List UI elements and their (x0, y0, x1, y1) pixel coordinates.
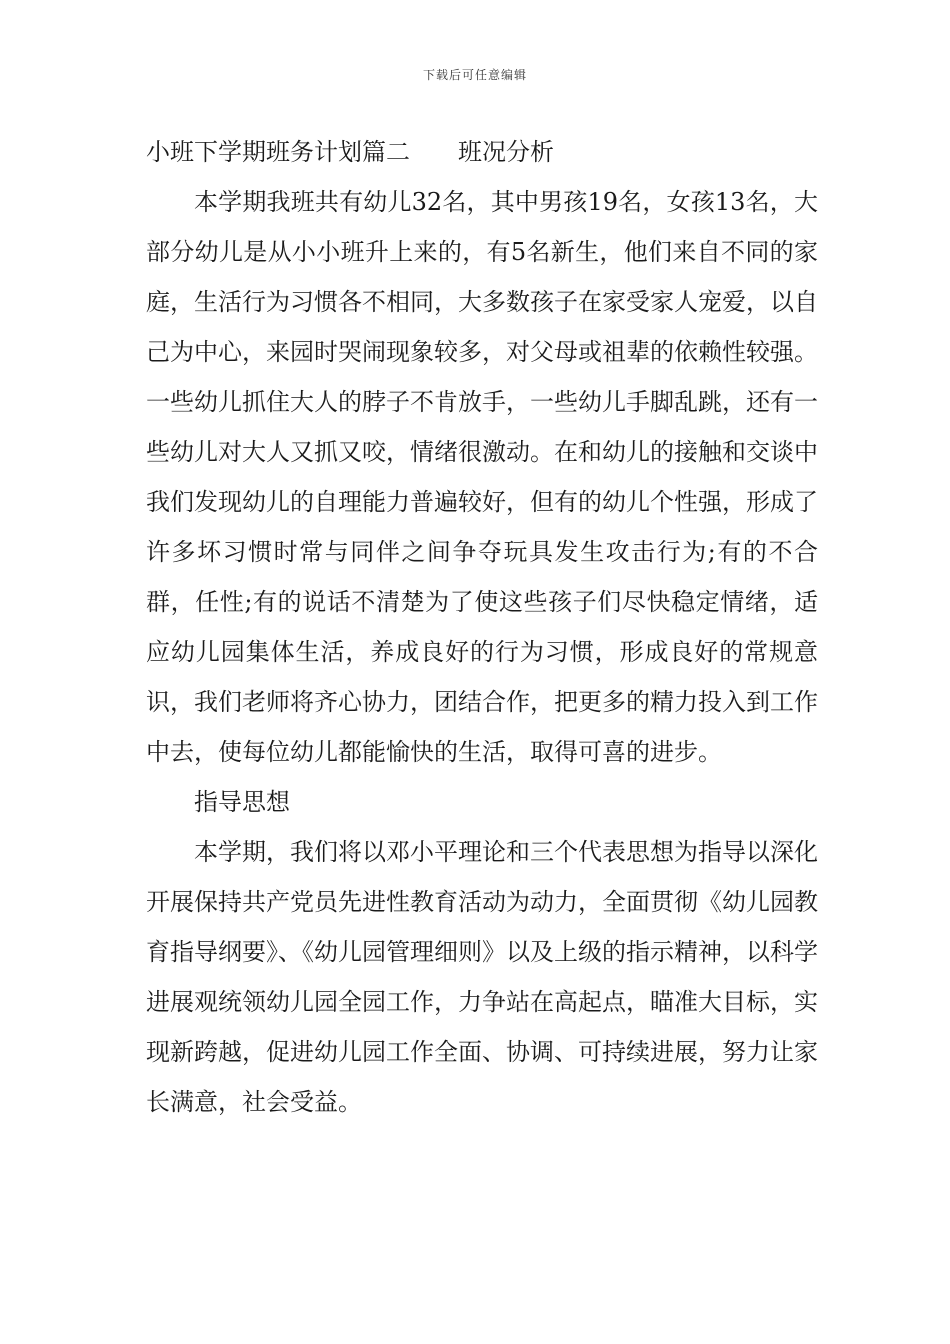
section-heading-class-analysis: 班况分析 (458, 138, 554, 166)
paragraph-guiding-thought: 本学期，我们将以邓小平理论和三个代表思想为指导以深化开展保持共产党员先进性教育活动为动力，全面贯彻《幼儿园教育指导纲要》、《幼儿园管理细则》以及上级的指示精神，以科学进展观统领幼儿园全园工作，力争站在高起点，瞄准大目标，实现新跨越，促进幼儿园工作全面、协调、可持续进展，努力让家长满意，社会受益。 (146, 838, 818, 1116)
document-title-main: 小班下学期班务计划篇二 (146, 138, 410, 166)
paragraph-class-analysis: 本学期我班共有幼儿32名，其中男孩19名，女孩13名，大部分幼儿是从小小班升上来的，有5名新生，他们来自不同的家庭，生活行为习惯各不相同，大多数孩子在家受家人宠爱，以自己为中心，来园时哭闹现象较多，对父母或祖辈的依赖性较强。一些幼儿抓住大人的脖子不肯放手，一些幼儿手脚乱跳，还有一些幼儿对大人又抓又咬，情绪很激动。在和幼儿的接触和交谈中我们发现幼儿的自理能力普遍较好，但有的幼儿个性强，形成了许多坏习惯时常与同伴之间争夺玩具发生攻击行为;有的不合群，任性;有的说话不清楚为了使这些孩子们尽快稳定情绪，适应幼儿园集体生活，养成良好的行为习惯，形成良好的常规意识，我们老师将齐心协力，团结合作，把更多的精力投入到工作中去，使每位幼儿都能愉快的生活，取得可喜的进步。 (146, 188, 818, 766)
section-heading-guiding-thought: 指导思想 (194, 788, 290, 816)
document-body (146, 127, 818, 1127)
document-title (146, 127, 818, 177)
header-note: 下载后可任意编辑 (422, 68, 527, 82)
